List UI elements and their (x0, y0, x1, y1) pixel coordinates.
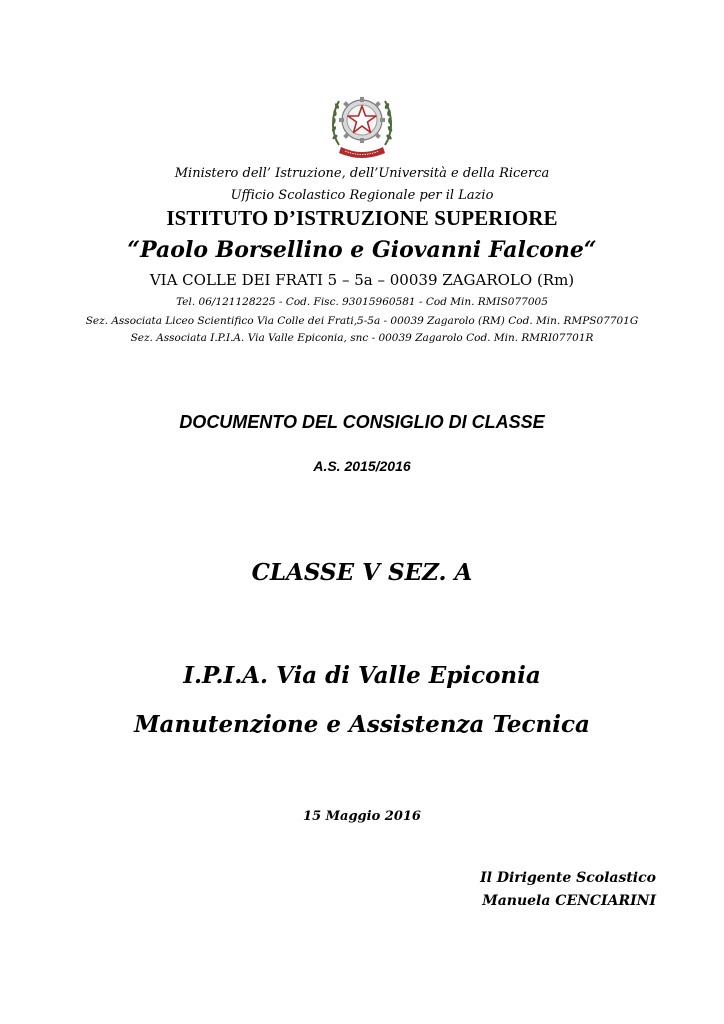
signature-name: Manuela CENCIARINI (482, 893, 656, 909)
regional-office-line: Ufficio Scolastico Regionale per il Lazio (230, 188, 494, 203)
branch-line-ipia: Sez. Associata I.P.I.A. Via Valle Epiconia, snc - 00039 Zagarolo Cod. Min. RMRI07701R (130, 332, 594, 344)
class-heading: CLASSE V SEZ. A (251, 559, 473, 586)
school-year: A.S. 2015/2016 (313, 458, 411, 474)
branch-heading: I.P.I.A. Via di Valle Epiconia (183, 662, 541, 689)
ministry-line: Ministero dell’ Istruzione, dell’Università e della Ricerca (174, 166, 550, 181)
contact-line: Tel. 06/121128225 - Cod. Fisc. 93015960581 - Cod Min. RMIS077005 (176, 296, 548, 308)
course-heading: Manutenzione e Assistenza Tecnica (134, 711, 590, 738)
italian-republic-emblem-icon (329, 87, 395, 163)
school-address: VIA COLLE DEI FRATI 5 – 5a – 00039 ZAGAROLO (Rm) (149, 271, 575, 289)
school-name: “Paolo Borsellino e Giovanni Falcone“ (127, 237, 597, 263)
document-title: DOCUMENTO DEL CONSIGLIO DI CLASSE (179, 412, 545, 432)
document-date: 15 Maggio 2016 (303, 809, 421, 824)
signature-role: Il Dirigente Scolastico (480, 870, 656, 886)
institute-title: ISTITUTO D’ISTRUZIONE SUPERIORE (166, 206, 558, 230)
branch-line-liceo: Sez. Associata Liceo Scientifico Via Colle dei Frati,5-5a - 00039 Zagarolo (RM) Cod. Min. RMPS07701G (85, 315, 639, 327)
